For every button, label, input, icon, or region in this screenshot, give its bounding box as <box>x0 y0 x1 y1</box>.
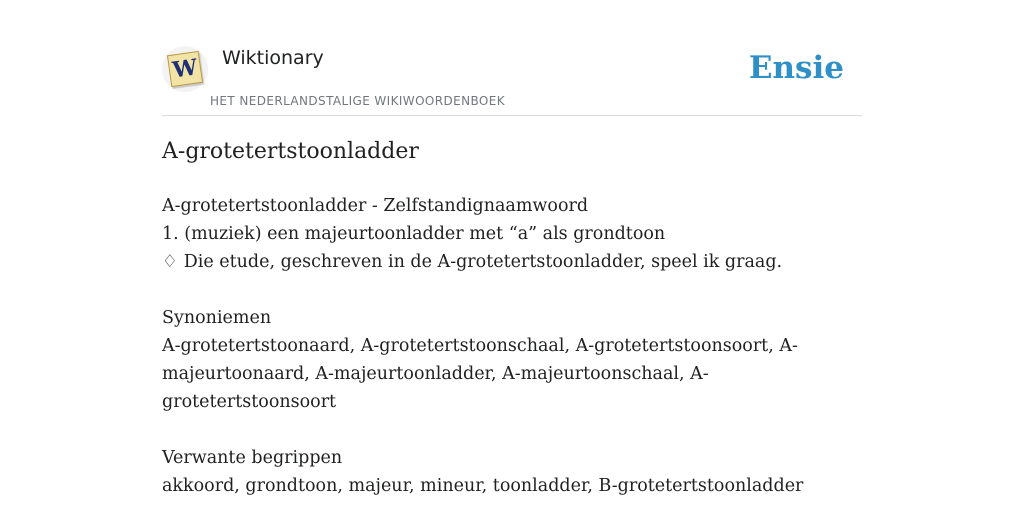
definition-item: 1. (muziek) een majeurtoonladder met “a” als grondtoon <box>162 224 666 244</box>
synonyms-heading: Synoniemen <box>162 308 272 328</box>
wiktionary-logo-icon: W <box>167 51 203 87</box>
headword-line: A-grotetertstoonladder - Zelfstandignaamwoord <box>162 196 589 216</box>
entry-content <box>162 192 822 500</box>
synonyms-list: A-grotetertstoonaard, A-grotetertstoonschaal, A-grotetertstoonsoort, A-majeurtoonaard, A-majeurtoonladder, A-majeurtoonschaal, A-grotetertstoonsoort <box>162 336 798 412</box>
related-terms-list: akkoord, grondtoon, majeur, mineur, toonladder, B-grotetertstoonladder <box>162 476 804 496</box>
page-title: A-grotetertstoonladder <box>162 139 419 164</box>
example-diamond-icon: ♢ <box>162 252 178 272</box>
site-subtitle: HET NEDERLANDSTALIGE WIKIWOORDENBOEK <box>210 94 506 108</box>
site-title[interactable]: Wiktionary <box>222 47 324 69</box>
wiktionary-logo[interactable] <box>162 46 208 92</box>
example-sentence <box>162 248 822 276</box>
ensie-brand-link[interactable]: Ensie <box>748 50 844 86</box>
site-header <box>162 44 862 116</box>
section-spacer <box>162 416 822 444</box>
related-terms-heading: Verwante begrippen <box>162 448 343 468</box>
section-spacer <box>162 276 822 304</box>
example-text: Die etude, geschreven in de A-grotetertstoonladder, speel ik graag. <box>183 252 783 272</box>
